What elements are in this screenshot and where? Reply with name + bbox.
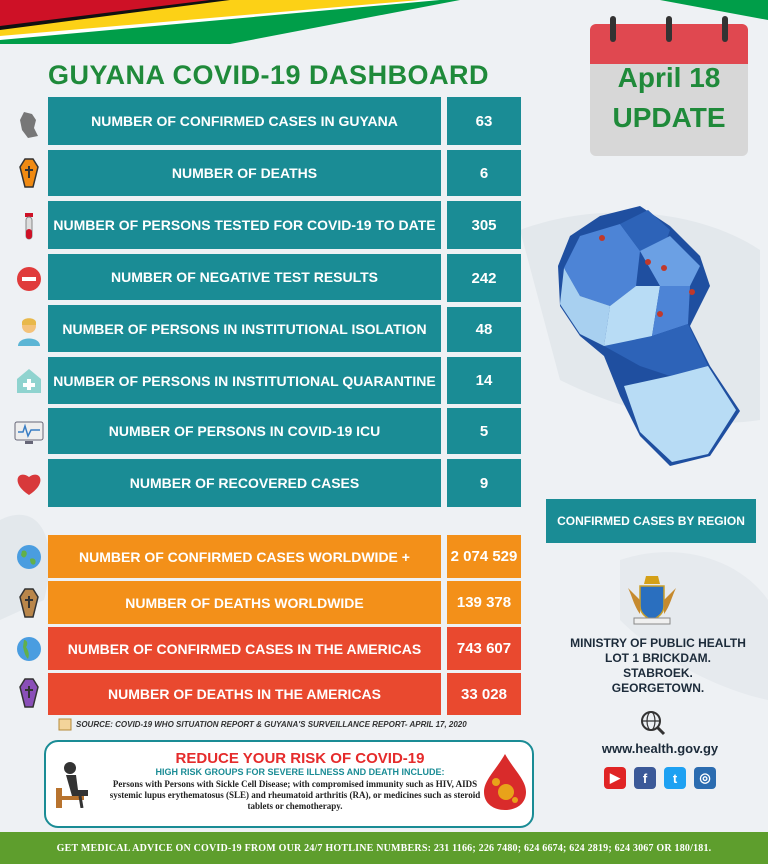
stat-label: NUMBER OF PERSONS IN INSTITUTIONAL ISOLATION (48, 305, 441, 352)
stat-value: 2 074 529 (447, 535, 521, 578)
stat-label: NUMBER OF PERSONS IN INSTITUTIONAL QUARANTINE (48, 357, 441, 404)
stat-value: 305 (447, 201, 521, 249)
blood-drop-virus-icon (482, 752, 528, 812)
stat-label: NUMBER OF NEGATIVE TEST RESULTS (48, 254, 441, 300)
date-text: April 18 (617, 62, 721, 93)
update-text: UPDATE (612, 102, 726, 133)
stat-value: 139 378 (447, 581, 521, 624)
stat-value: 14 (447, 357, 521, 404)
stat-value: 48 (447, 307, 521, 352)
coffin-icon (14, 588, 44, 618)
coffin-purple-icon (14, 678, 44, 708)
stat-value: 242 (447, 254, 521, 302)
globe-americas-icon (14, 634, 44, 664)
risk-subtitle: HIGH RISK GROUPS FOR SEVERE ILLNESS AND DEATH INCLUDE: (155, 767, 445, 777)
ministry-address (548, 636, 768, 696)
stat-value: 6 (447, 150, 521, 196)
map-caption: CONFIRMED CASES BY REGION (546, 499, 756, 543)
guyana-flag-banner (0, 0, 470, 50)
guyana-region-map (540, 196, 768, 476)
stat-value: 33 028 (447, 673, 521, 715)
risk-title: REDUCE YOUR RISK OF COVID-19 (175, 750, 425, 767)
monitor-icon (14, 418, 44, 448)
calendar-ring (666, 16, 672, 42)
address-line: STABROEK. (623, 666, 693, 680)
heart-icon (14, 468, 44, 498)
calendar-ring (610, 16, 616, 42)
globe-icon (14, 542, 44, 572)
nurse-icon (14, 316, 44, 346)
test-tube-icon (14, 213, 44, 243)
youtube-icon[interactable]: ▶ (604, 767, 626, 789)
person-sitting-icon (54, 760, 94, 808)
address-line: LOT 1 BRICKDAM. (605, 651, 711, 665)
stat-label: NUMBER OF RECOVERED CASES (48, 459, 441, 507)
stat-value: 5 (447, 408, 521, 454)
stat-label: NUMBER OF PERSONS TESTED FOR COVID-19 TO DATE (48, 201, 441, 249)
guyana-map-icon (14, 110, 44, 140)
risk-body: Persons with Persons with Sickle Cell Disease; with compromised immunity such as HIV, AIDS systemic lupus erythematosus (SLE) and rheumatoid arthritis (RA), or medicines such as steroid tablets or chemotherapy. (109, 779, 481, 811)
calendar-ring (722, 16, 728, 42)
address-line: GEORGETOWN. (611, 681, 705, 695)
stat-label: NUMBER OF DEATHS (48, 150, 441, 196)
facebook-icon[interactable]: f (634, 767, 656, 789)
stat-label: NUMBER OF DEATHS IN THE AMERICAS (48, 673, 441, 715)
ministry-name: MINISTRY OF PUBLIC HEALTH (570, 636, 746, 650)
stat-label: NUMBER OF CONFIRMED CASES IN GUYANA (48, 97, 441, 145)
calendar-small-icon (58, 717, 72, 731)
minus-icon (14, 264, 44, 294)
web-search-icon (640, 710, 666, 736)
date-calendar (590, 16, 748, 156)
twitter-icon[interactable]: t (664, 767, 686, 789)
medical-house-icon (14, 366, 44, 396)
hotline-footer: GET MEDICAL ADVICE ON COVID-19 FROM OUR 24/7 HOTLINE NUMBERS: 231 1166; 226 7480; 624 6674; 624 2819; 624 3067 OR 180/181. (0, 832, 768, 864)
page-title: GUYANA COVID-19 DASHBOARD (48, 60, 490, 90)
stat-label: NUMBER OF CONFIRMED CASES WORLDWIDE + (48, 535, 441, 578)
stat-value: 63 (447, 97, 521, 145)
coat-of-arms-icon (624, 574, 680, 626)
stat-value: 9 (447, 459, 521, 507)
website-link[interactable]: www.health.gov.gy (601, 741, 719, 756)
source-note: SOURCE: COVID-19 WHO SITUATION REPORT & GUYANA'S SURVEILLANCE REPORT- APRIL 17, 2020 (76, 720, 467, 729)
stat-value: 743 607 (447, 627, 521, 670)
stat-label: NUMBER OF CONFIRMED CASES IN THE AMERICAS (48, 627, 441, 670)
instagram-icon[interactable]: ◎ (694, 767, 716, 789)
coffin-icon (14, 158, 44, 188)
stat-label: NUMBER OF PERSONS IN COVID-19 ICU (48, 408, 441, 454)
stat-label: NUMBER OF DEATHS WORLDWIDE (48, 581, 441, 624)
